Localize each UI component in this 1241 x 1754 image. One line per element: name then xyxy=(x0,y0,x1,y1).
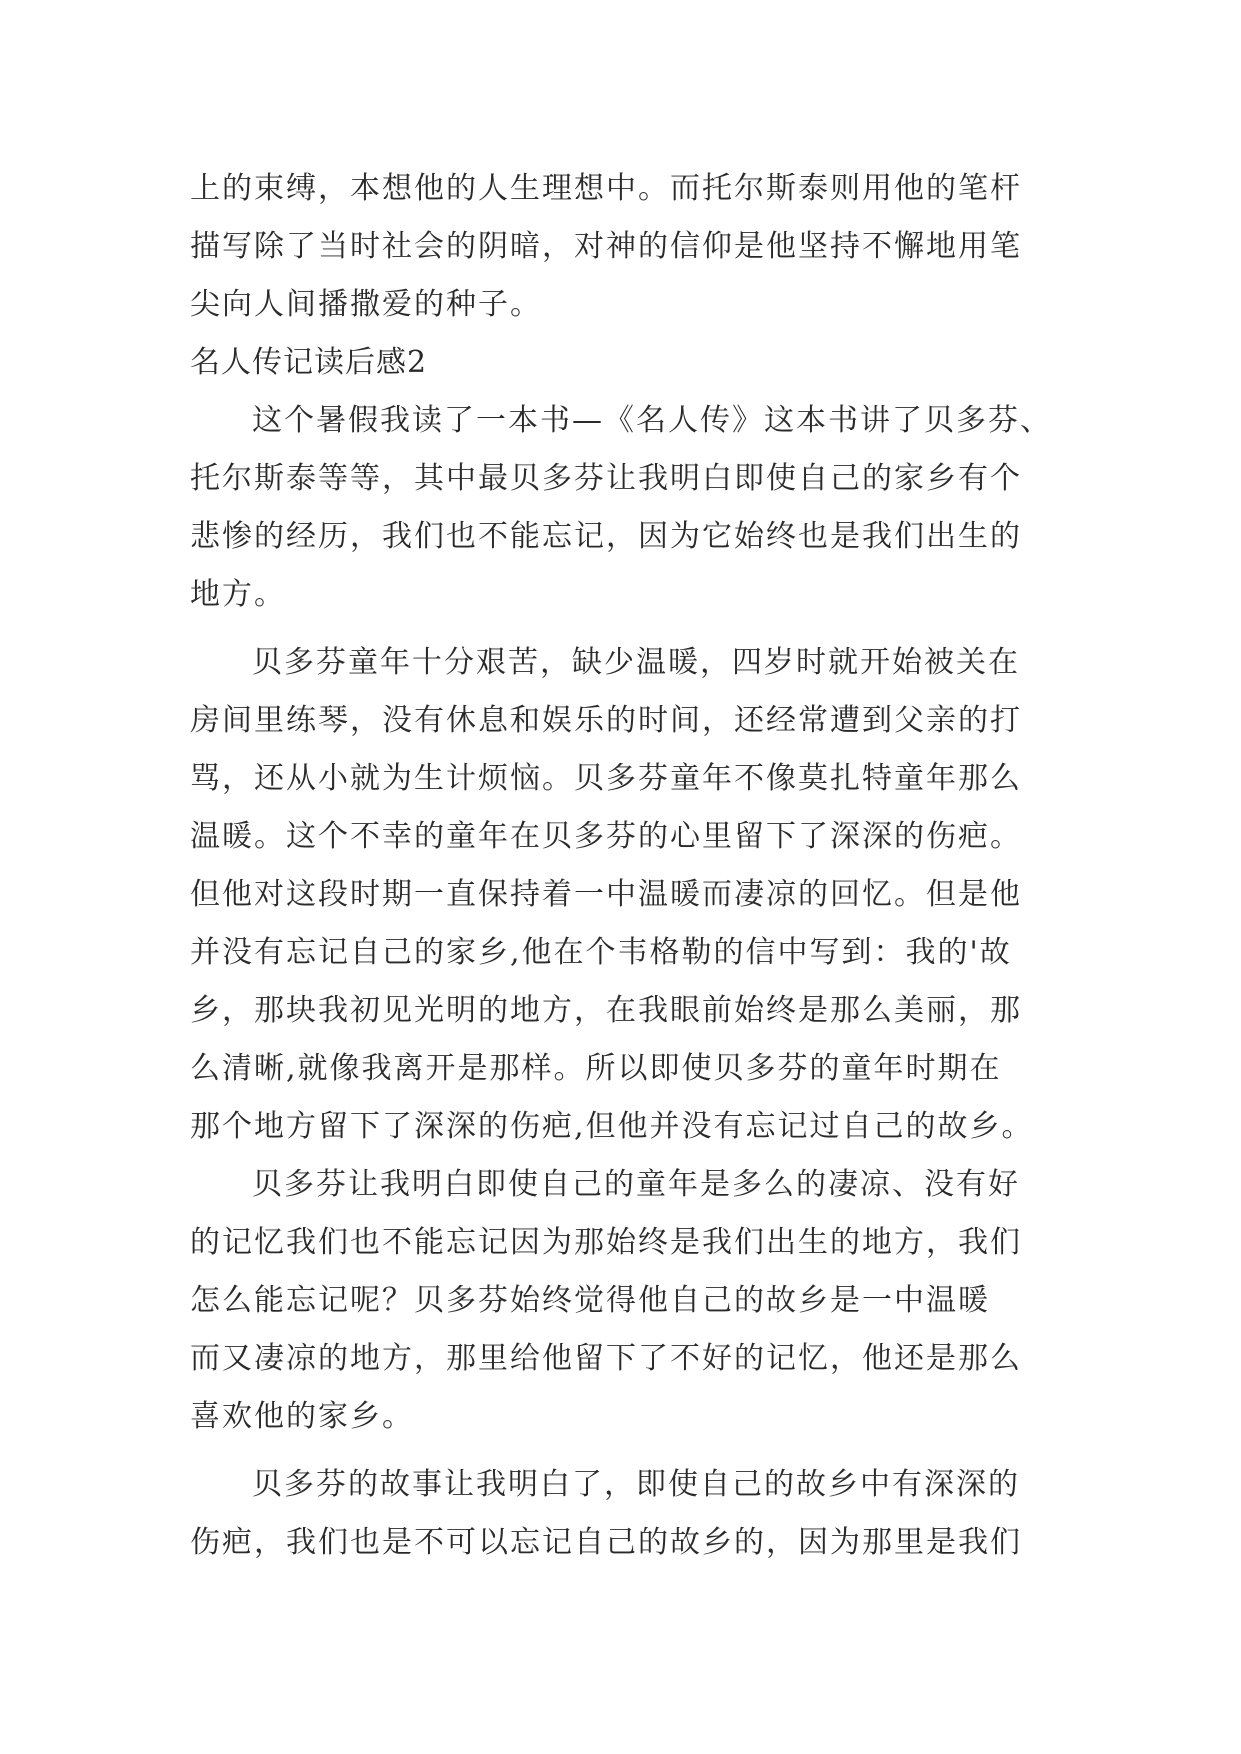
paragraph-line: 喜欢他的家乡。 xyxy=(190,1399,414,1434)
paragraph-line: 怎么能忘记呢？贝多芬始终觉得他自己的故乡是一中温暖 xyxy=(190,1283,990,1318)
paragraph-line: 并没有忘记自己的家乡,他在个韦格勒的信中写到：我的'故 xyxy=(190,935,1012,970)
paragraph-gap xyxy=(190,1446,1050,1456)
paragraph-line: 悲惨的经历，我们也不能忘记，因为它始终也是我们出生的 xyxy=(190,519,1022,554)
paragraph-4 xyxy=(190,1456,1050,1572)
paragraph-line: 这个暑假我读了一本书—《名人传》这本书讲了贝多芬、 xyxy=(252,403,1052,438)
paragraph-line: 房间里练琴，没有休息和娱乐的时间，还经常遭到父亲的打 xyxy=(190,703,1022,738)
paragraph-line: 温暖。这个不幸的童年在贝多芬的心里留下了深深的伤疤。 xyxy=(190,819,1022,854)
paragraph-line: 伤疤，我们也是不可以忘记自己的故乡的，因为那里是我们 xyxy=(190,1525,1022,1560)
paragraph-line: 那个地方留下了深深的伤疤,但他并没有忘记过自己的故乡。 xyxy=(190,1109,1034,1144)
paragraph-line: 乡，那块我初见光明的地方，在我眼前始终是那么美丽，那 xyxy=(190,993,1022,1028)
paragraph-line: 但他对这段时期一直保持着一中温暖而凄凉的回忆。但是他 xyxy=(190,877,1022,912)
paragraph-line: 而又凄凉的地方，那里给他留下了不好的记忆，他还是那么 xyxy=(190,1341,1022,1376)
paragraph-line: 的记忆我们也不能忘记因为那始终是我们出生的地方，我们 xyxy=(190,1225,1022,1260)
paragraph-line: 尖向人间播撒爱的种子。 xyxy=(190,287,542,322)
paragraph-line: 贝多芬的故事让我明白了，即使自己的故乡中有深深的 xyxy=(252,1467,1020,1502)
paragraph-2 xyxy=(190,634,1050,1156)
paragraph-line: 托尔斯泰等等，其中最贝多芬让我明白即使自己的家乡有个 xyxy=(190,461,1022,496)
paragraph-1 xyxy=(190,392,1050,624)
section-title: 名人传记读后感2 xyxy=(190,345,428,380)
paragraph-line: 贝多芬让我明白即使自己的童年是多么的凄凉、没有好 xyxy=(252,1167,1020,1202)
paragraph-line: 骂，还从小就为生计烦恼。贝多芬童年不像莫扎特童年那么 xyxy=(190,761,1022,796)
paragraph-line: 地方。 xyxy=(190,577,286,612)
paragraph-3 xyxy=(190,1156,1050,1446)
paragraph-line: 上的束缚，本想他的人生理想中。而托尔斯泰则用他的笔杆 xyxy=(190,171,1022,206)
paragraph-line: 么清晰,就像我离开是那样。所以即使贝多芬的童年时期在 xyxy=(190,1051,1002,1086)
document-body xyxy=(190,160,1050,1572)
opening-paragraph xyxy=(190,160,1050,334)
paragraph-gap xyxy=(190,624,1050,634)
paragraph-line: 贝多芬童年十分艰苦，缺少温暖，四岁时就开始被关在 xyxy=(252,645,1020,680)
paragraph-line: 描写除了当时社会的阴暗，对神的信仰是他坚持不懈地用笔 xyxy=(190,229,1022,264)
